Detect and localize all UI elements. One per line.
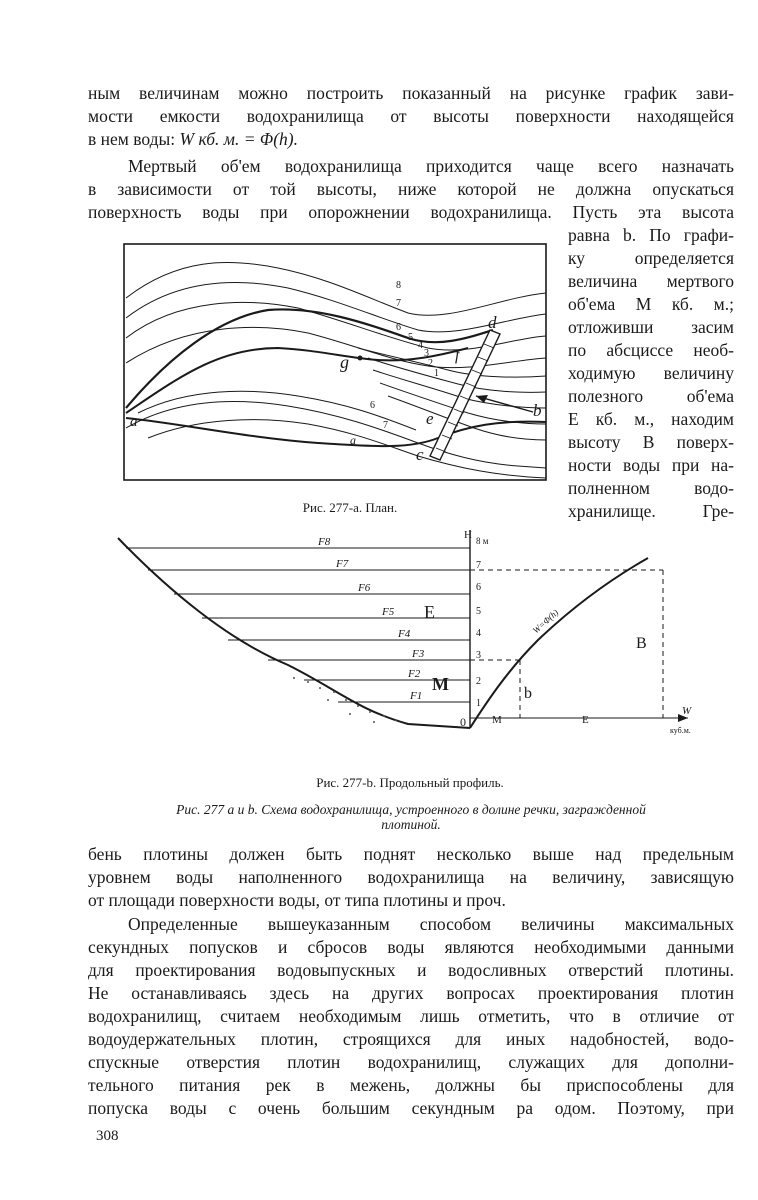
label-F4: F4 [398, 628, 411, 640]
text-line: водоудержательных плотин, строящихся для иных надобностей, водо- [88, 1029, 734, 1049]
label-b: b [524, 685, 532, 702]
plan-label-a-bottom: a [350, 433, 356, 447]
text-line: равна b. По графи- [568, 225, 734, 245]
label-F3: F3 [412, 648, 425, 660]
plan-caption: Рис. 277-а. План. [302, 500, 398, 515]
ridge-line [126, 309, 493, 408]
plan-label-d: d [488, 313, 497, 332]
label-F2: F2 [408, 668, 421, 680]
contour-label: 5 [408, 332, 413, 343]
text-line: бень плотины должен быть поднят несколько выше над предельным [88, 844, 734, 864]
contour-label: 3 [424, 348, 429, 359]
figure-caption [88, 802, 734, 832]
text-fragment: в нем воды: [88, 129, 180, 149]
contour-line [126, 282, 546, 331]
contour-line [126, 262, 546, 315]
profile-figure [108, 530, 708, 750]
valley-line [126, 348, 468, 413]
label-meters: 8 м [476, 536, 489, 546]
level-number-3: 3 [476, 650, 481, 661]
plan-label-b: b [533, 401, 542, 420]
plan-label-f: f [455, 347, 460, 364]
contour-label: 8 [396, 280, 401, 291]
formula: W кб. м. = Φ(h). [179, 129, 298, 149]
label-region-M: M [432, 674, 449, 694]
text-line: для проектирования водовыпускных и водосливных отверстий плотины. [88, 960, 734, 980]
text-line: поверхность воды при опорожнении водохранилища. Пусть эта высота [88, 202, 734, 222]
label-W: W [682, 705, 692, 717]
contour-label: 1 [434, 368, 439, 379]
text-line: величина мертвого [568, 271, 734, 291]
text-line: ным величинам можно построить показанный на рисунке график зави- [88, 83, 734, 103]
contour-label: 7 [396, 298, 401, 309]
label-M-axis: M [492, 714, 502, 726]
text-line: Мертвый об'ем водохранилища приходится чаще всего назначать [128, 156, 734, 176]
text-line: высоту B поверх- [568, 432, 734, 452]
plan-label-a-left: a [130, 414, 138, 430]
profile-caption: Рис. 277-b. Продольный профиль. [316, 775, 504, 790]
plan-label-g: g [340, 352, 349, 372]
text-line: полненном водо- [568, 478, 734, 498]
text-line: тельного питания рек в межень, должны бы приспособлены для [88, 1075, 734, 1095]
label-zero: 0 [460, 715, 466, 729]
level-number-5: 5 [476, 606, 481, 617]
text-line: E кб. м., находим [568, 409, 734, 429]
plan-label-e: e [426, 409, 434, 428]
text-line: спускные отверстия плотин водохранилищ, служащих для дополни- [88, 1052, 734, 1072]
level-number-1: 1 [476, 698, 481, 709]
text-line: секундных попусков и сбросов воды являются необходимыми данными [88, 937, 734, 957]
level-number-2: 2 [476, 676, 481, 687]
text-line: попуска воды с очень большим секундным ра одом. Поэтому, при [88, 1098, 734, 1118]
text-line: отложивши засим [568, 317, 734, 337]
plan-figure [118, 238, 558, 498]
text-line: ку определяется [568, 248, 734, 268]
label-F8: F8 [318, 536, 331, 548]
text-line: мости емкости водохранилища от высоты поверхности находящейся [88, 106, 734, 126]
contour-label: 6 [396, 322, 401, 333]
text-line: уровнем воды наполненного водохранилища на величину, зависящую [88, 867, 734, 887]
text-line: от площади поверхности воды, от типа плотины и проч. [88, 890, 506, 910]
text-line: Определенные вышеуказанным способом величины максимальных [128, 914, 734, 934]
plan-label-c: c [416, 445, 424, 464]
level-number-6: 6 [476, 582, 481, 593]
page-number: 308 [96, 1128, 119, 1144]
figure-caption-line: плотиной. [381, 817, 441, 832]
text-line: Не останавливаясь здесь на других вопросах проектирования плотин [88, 983, 734, 1003]
label-F6: F6 [358, 582, 371, 594]
text-line: полезного об'ема [568, 386, 734, 406]
label-F1: F1 [410, 690, 423, 702]
contour-label: 7 [383, 420, 388, 431]
label-units: куб.м. [670, 726, 691, 735]
ground-stipple [293, 677, 397, 723]
text-line: водохранилищ, считаем необходимым лишь отметить, что в отличие от [88, 1006, 734, 1026]
figure-caption-line: Рис. 277 a и b. Схема водохранилища, устроенного в долине речки, загражденной [176, 802, 646, 817]
label-E-axis: E [582, 714, 589, 726]
contour-label: 2 [428, 358, 433, 369]
text-line: ходимую величину [568, 363, 734, 383]
label-F5: F5 [382, 606, 395, 618]
text-line: ности воды при на- [568, 455, 734, 475]
point-g [358, 356, 363, 361]
river-line [126, 418, 546, 446]
label-F7: F7 [336, 558, 349, 570]
label-region-E: E [424, 602, 435, 622]
text-line: хранилище. Гре- [568, 501, 734, 521]
level-number-4: 4 [476, 628, 481, 639]
contour-line [126, 401, 546, 468]
contour-label: 4 [418, 340, 423, 351]
label-H: H [464, 529, 472, 541]
level-number-7: 7 [476, 560, 481, 571]
capacity-curve [470, 558, 648, 728]
text-line [88, 128, 734, 151]
text-line: по абсциссе необ- [568, 340, 734, 360]
label-curve: W=Φ(h) [530, 607, 561, 636]
text-line: в зависимости от той высоты, ниже которой не должна опускаться [88, 179, 734, 199]
contour-label: 6 [370, 400, 375, 411]
text-line: об'ема M кб. м.; [568, 294, 734, 314]
label-B: B [636, 635, 647, 652]
